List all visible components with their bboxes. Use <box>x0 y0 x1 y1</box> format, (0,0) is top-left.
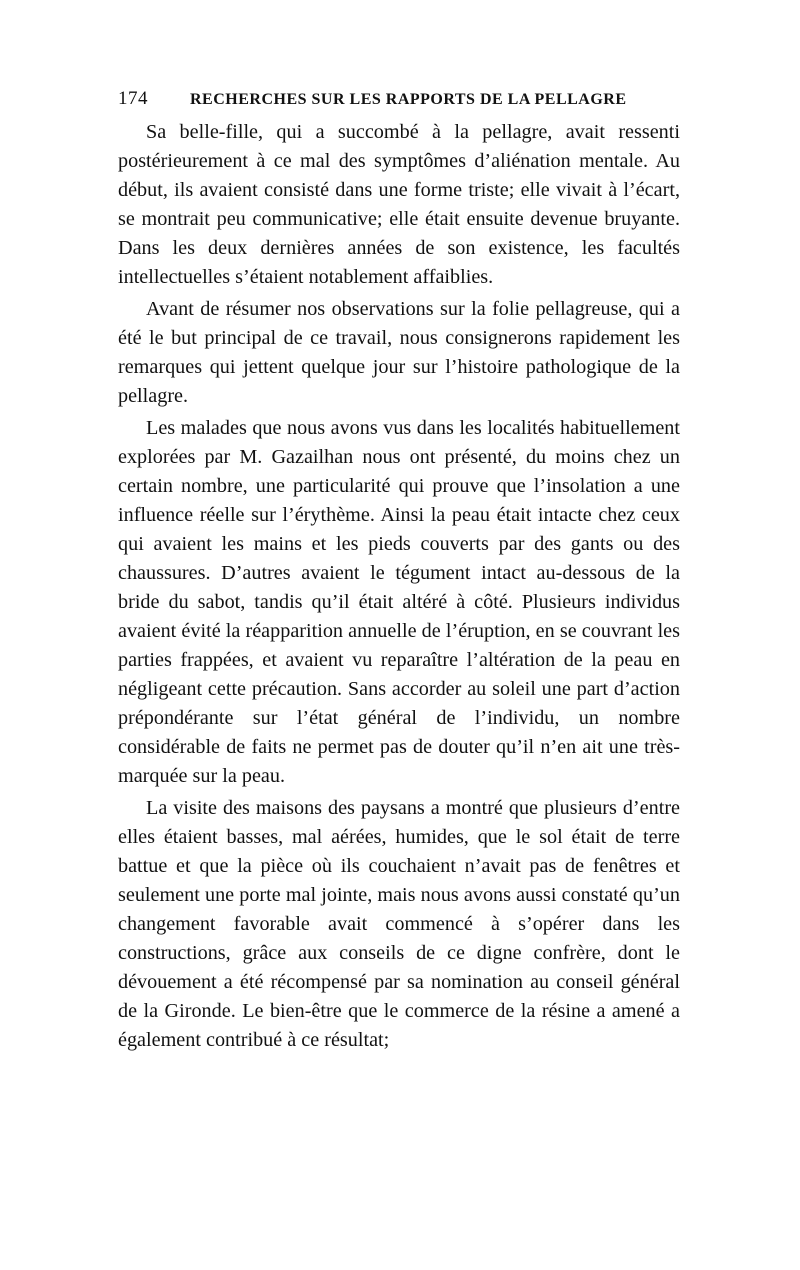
running-head-title: RECHERCHES SUR LES RAPPORTS DE LA PELLAGRE <box>190 91 627 108</box>
paragraph-4: La visite des maisons des paysans a montré que plusieurs d’entre elles étaient basses, mal aérées, humides, que le sol était de terre battue et que la pièce où ils couchaient n’avait pas de fenêtres et seulement une porte mal jointe, mais nous avons aussi constaté qu’un changement favorable avait commencé à s’opérer dans les constructions, grâce aux conseils de ce digne confrère, dont le dévouement a été récompensé par sa nomination au conseil général de la Gironde. Le bien-être que le commerce de la résine a amené a également contribué à ce résultat; <box>118 797 680 1051</box>
paragraph-1: Sa belle-fille, qui a succombé à la pellagre, avait ressenti postérieurement à ce mal des symptômes d’aliénation mentale. Au début, ils avaient consisté dans une forme triste; elle vivait à l’écart, se montrait peu communicative; elle était ensuite devenue bruyante. Dans les deux dernières années de son existence, les facultés intellectuelles s’étaient notablement affaiblies. <box>118 121 680 288</box>
page-number: 174 <box>118 88 148 109</box>
body-text <box>118 118 680 1055</box>
paragraph-2: Avant de résumer nos observations sur la folie pellagreuse, qui a été le but principal de ce travail, nous consignerons rapidement les remarques qui jettent quelque jour sur l’histoire pathologique de la pellagre. <box>118 298 680 407</box>
book-page <box>118 88 680 1058</box>
paragraph-3: Les malades que nous avons vus dans les localités habituellement explorées par M. Gazailhan nous ont présenté, du moins chez un certain nombre, une particularité qui prouve que l’insolation a une influence réelle sur l’érythème. Ainsi la peau était intacte chez ceux qui avaient les mains et les pieds couverts par des gants ou des chaussures. D’autres avaient le tégument intact au-dessous de la bride du sabot, tandis qu’il était altéré à côté. Plusieurs individus avaient évité la réapparition annuelle de l’éruption, en se couvrant les parties frappées, et avaient vu reparaître l’altération de la peau en négligeant cette précaution. Sans accorder au soleil une part d’action prépondérante sur l’état général de l’individu, un nombre considérable de faits ne permet pas de douter qu’il n’en ait une très-marquée sur la peau. <box>118 417 680 787</box>
running-head <box>118 88 680 118</box>
